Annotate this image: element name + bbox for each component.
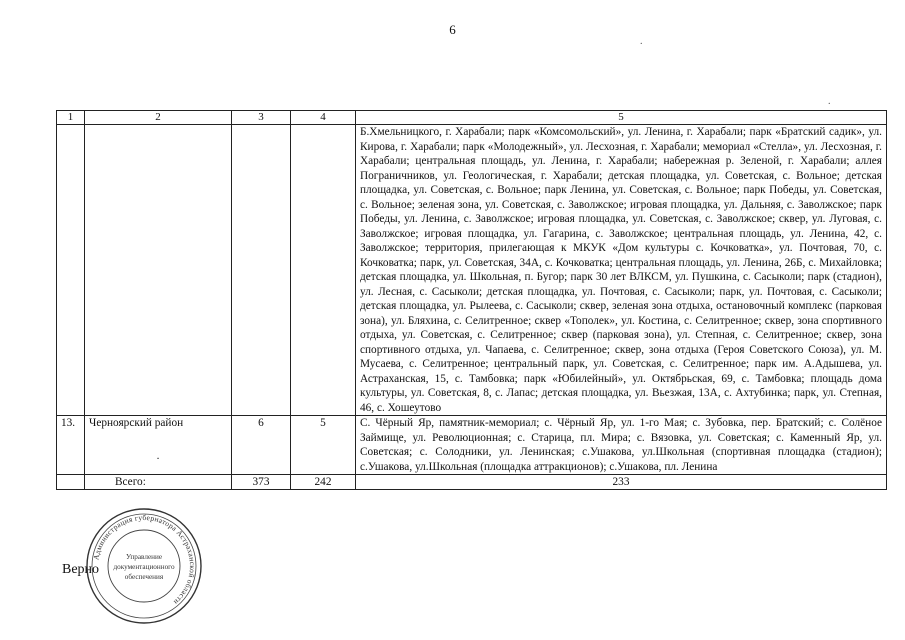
col4-value: 5 bbox=[291, 416, 356, 475]
locations-text: Б.Хмельницкого, г. Харабали; парк «Комсомольский», ул. Ленина, г. Харабали; парк «Братский садик», ул. Кирова, г. Харабали; парк «Молодежный», ул. Лесхозная, г. Харабали; мемориал «Стелла», ул. Лесхозная, г. Харабали; центральная площадь, ул. Ленина, г. Харабали; набережная р. Зеленой, г. Харабали; аллея Пограничников, ул. Геологическая, г. Харабали; детская площадка, ул. Советская, с. Вольное; детская площадка, ул. Советская, с. Вольное; парк Ленина, ул. Советская, с. Вольное; парк Победы, ул. Советская, с. Вольное; зеленая зона, ул. Советская, с. Заволжское; игровая площадка, ул. Дальняя, с. Заволжское; парк Победы, ул. Ленина, с. Заволжское; игровая площадка, ул. Советская, с. Заволжское; сквер, ул. Луговая, с. Заволжское; игровая площадка, ул. Гагарина, с. Заволжское; центральная площадь, ул. Ленина, 42, с. Заволжское; территория, прилегающая к МКУК «Дом культуры с. Кочковатка», ул. Почтовая, 70, с. Кочковатка; парк, ул. Советская, 34А, с. Кочковатка; центральная площадь, ул. Ленина, 26Б, с. Михайловка; детская площадка, ул. Школьная, п. Бугор; парк 30 лет ВЛКСМ, ул. Пушкина, с. Сасыколи; парк (стадион), ул. Лесная, с. Сасыколи; детская площадка, ул. Почтовая, с. Сасыколи; парк, ул. Почтовая, с. Сасыколи; детская площадка, ул. Рылеева, с. Сасыколи; сквер, зеленая зона отдыха, остановочный комплекс (парковая зона), ул. Бляхина, с. Селитренное; сквер «Тополек», ул. Костина, с. Селитренное; сквер, зона спортивного отдыха, ул. Советская, с. Селитренное; сквер (парковая зона), ул. Степная, с. Селитренное; сквер, зона спортивного отдыха, ул. Чапаева, с. Селитренное; сквер, зона отдыха (Героя Советского Союза), ул. М. Мусаева, с. Селитренное; центральный парк, ул. Советская, с. Селитренное; парк им. А.Адышева, ул. Астраханская, 15, с. Тамбовка; парк «Юбилейный», ул. Октябрьская, 69, с. Тамбовка; площадь дома культуры, ул. Советская, 8, с. Лапас; детская площадка, ул. Вьезжая, 13А, с. Ахтубинка; парк, ул. Степная, 46, с. Хошеутово bbox=[356, 125, 887, 416]
district-name: Черноярский район bbox=[89, 417, 184, 429]
districts-table bbox=[56, 110, 887, 490]
official-seal-stamp bbox=[84, 506, 204, 626]
locations-text: С. Чёрный Яр, памятник-мемориал; с. Чёрный Яр, ул. 1-го Мая; с. Зубовка, пер. Братский; с. Солёное Займище, ул. Революционная; с. Старица, пл. Мира; с. Вязовка, ул. Советская; с. Каменный Яр, ул. Советская; с. Солодники, ул. Ленинская; с.Ушакова, ул.Школьная (спортивная площадка (стадион); с.Ушакова, ул.Школьная (площадка аттракционов); с.Ушакова, пл. Ленина bbox=[356, 416, 887, 475]
svg-text:Управление: Управление bbox=[125, 553, 163, 561]
row-number: 13. bbox=[57, 416, 85, 475]
header-col-3: 3 bbox=[232, 111, 291, 125]
svg-text:документационного: документационного bbox=[113, 563, 175, 571]
cell-empty bbox=[85, 125, 232, 416]
svg-text:Администрация губернатора Астр: Администрация губернатора Астраханской области bbox=[91, 512, 198, 607]
cell-empty bbox=[232, 125, 291, 416]
svg-text:обеспечения: обеспечения bbox=[124, 573, 164, 581]
cell-empty bbox=[57, 125, 85, 416]
stray-mark: . bbox=[156, 449, 160, 462]
header-col-4: 4 bbox=[291, 111, 356, 125]
total-col5: 233 bbox=[356, 475, 887, 490]
scan-speck: . bbox=[640, 36, 643, 47]
col3-value: 6 bbox=[232, 416, 291, 475]
header-col-5: 5 bbox=[356, 111, 887, 125]
certification-label: Верно bbox=[62, 562, 100, 577]
cell-empty bbox=[57, 475, 85, 490]
table-row-13 bbox=[57, 416, 887, 475]
cell-empty bbox=[291, 125, 356, 416]
total-label: Всего: bbox=[85, 475, 232, 490]
table-header-row bbox=[57, 111, 887, 125]
page-number: 6 bbox=[449, 22, 456, 37]
scan-speck: . bbox=[828, 96, 831, 107]
total-row bbox=[57, 475, 887, 490]
district-name-cell bbox=[85, 416, 232, 475]
total-col4: 242 bbox=[291, 475, 356, 490]
total-col3: 373 bbox=[232, 475, 291, 490]
header-col-2: 2 bbox=[85, 111, 232, 125]
header-col-1: 1 bbox=[57, 111, 85, 125]
table-row-continuation bbox=[57, 125, 887, 416]
